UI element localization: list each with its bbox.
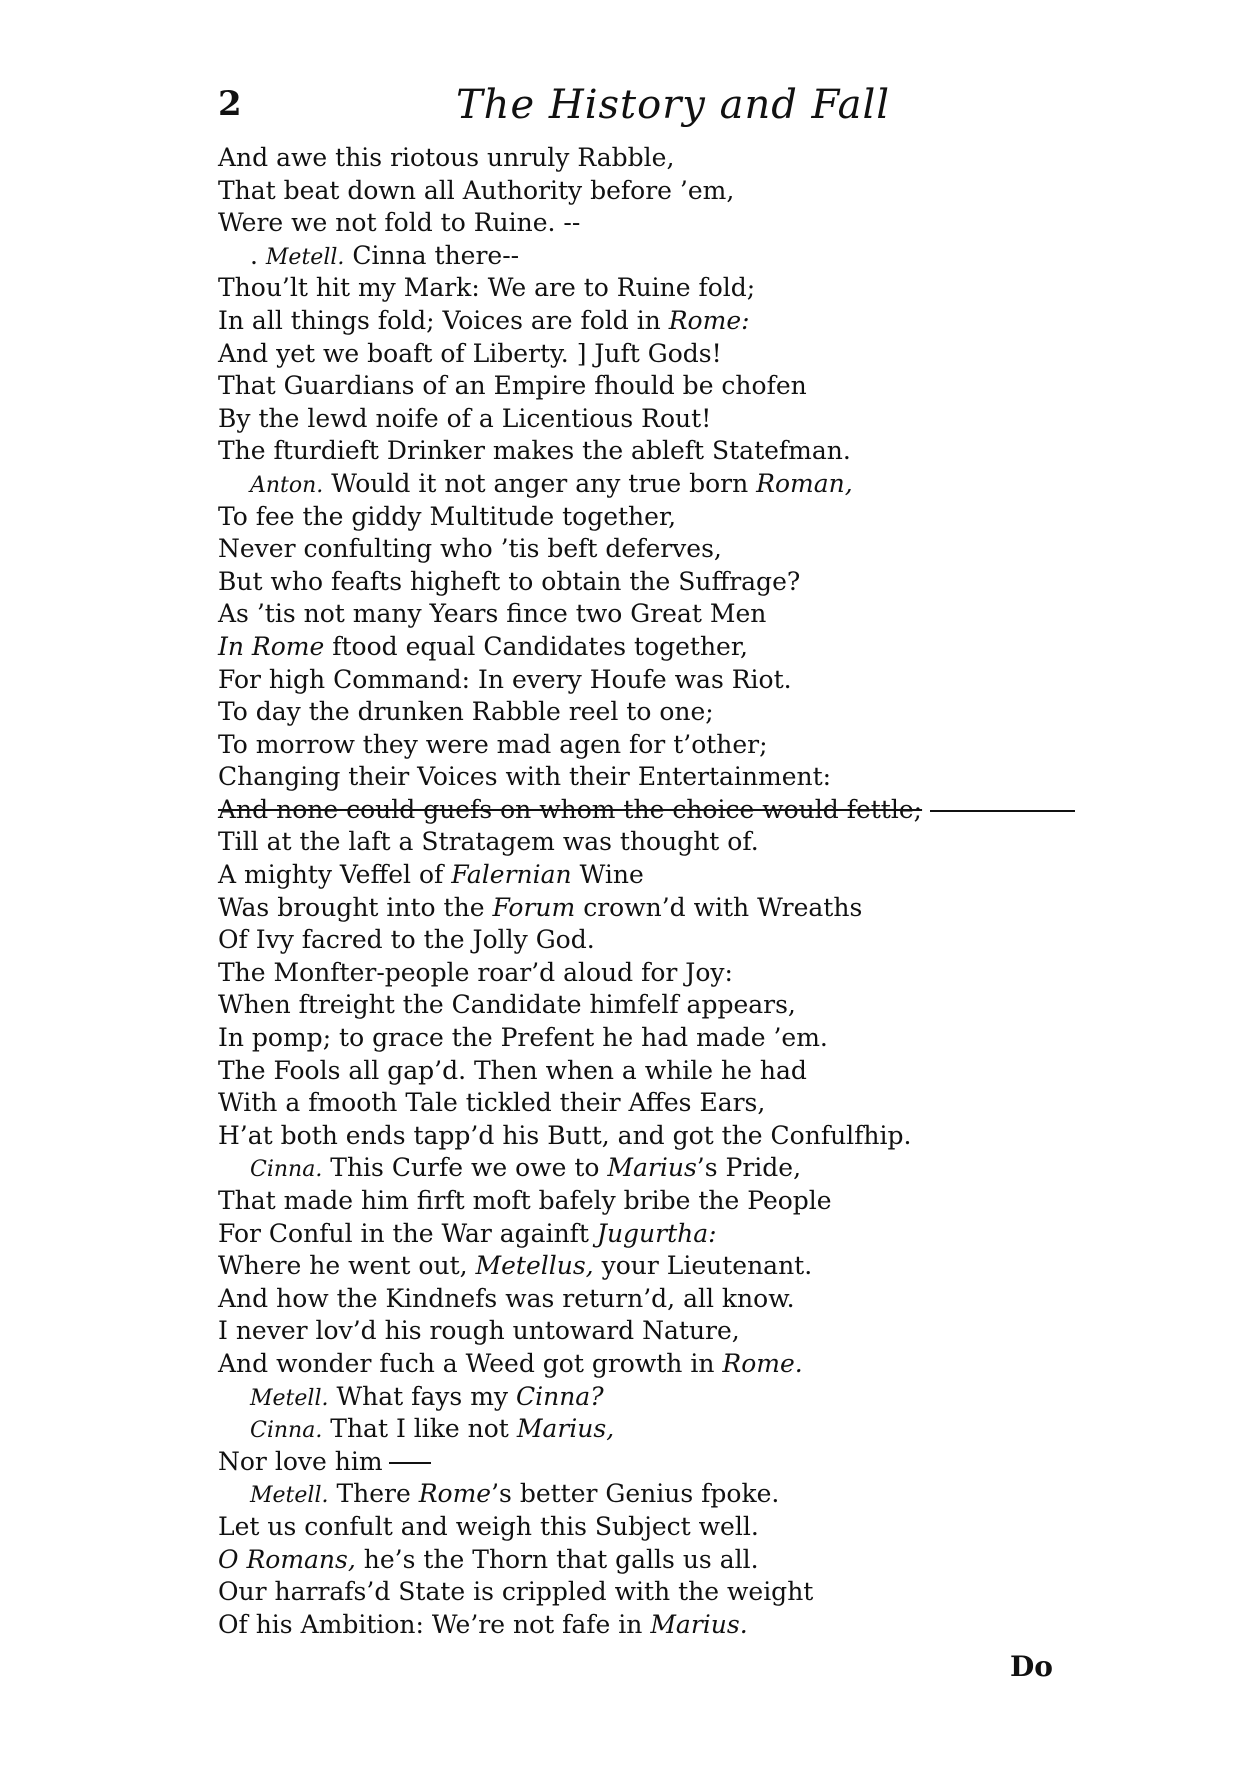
line-text: Thou’lt hit my Mark: We are to Ruine fold; (218, 273, 756, 303)
line-text: The Monfter-people roar’d aloud for Joy: (218, 957, 733, 987)
verse-line (218, 403, 1078, 436)
line-text: Were we not fold to Ruine. -- (218, 208, 581, 238)
line-text: That Guardians of an Empire fhould be chofen (218, 371, 807, 401)
verse-line (218, 598, 1078, 631)
verse-line (218, 1218, 1078, 1251)
line-text: And yet we boaft of Liberty. ] Juft Gods! (218, 338, 722, 368)
line-text: But who feafts higheft to obtain the Suffrage? (218, 566, 801, 596)
line-text: Till at the laft a Stratagem was thought of. (218, 827, 759, 857)
line-text: When ftreight the Candidate himfelf appears, (218, 990, 796, 1020)
line-text: In pomp; to grace the Prefent he had made ’em. (218, 1023, 828, 1053)
verse-line (218, 1087, 1078, 1120)
line-text: The fturdieft Drinker makes the ableft Statefman. (218, 436, 851, 466)
verse-line (218, 501, 1078, 534)
italic-text: Rome: (668, 305, 750, 335)
verse-line (218, 924, 1078, 957)
line-text: For high Command: In every Houfe was Riot. (218, 664, 792, 694)
verse-line (218, 664, 1078, 697)
line-text: For Conful in the War againft (218, 1218, 597, 1248)
line-text: The Fools all gap’d. Then when a while he had (218, 1055, 807, 1085)
page-number: 2 (218, 84, 242, 124)
line-text: H’at both ends tapp’d his Butt, and got the Confulfhip. (218, 1120, 912, 1150)
line-text: By the lewd noife of a Licentious Rout! (218, 403, 712, 433)
line-text: I never lov’d his rough untoward Nature, (218, 1316, 740, 1346)
verse-line (218, 1022, 1078, 1055)
speaker-name: Cinna. (250, 1157, 323, 1183)
line-text: Our harrafs’d State is crippled with the weight (218, 1577, 814, 1607)
verse-line (218, 305, 1078, 338)
italic-text: Marius (607, 1153, 697, 1183)
verse-line (218, 729, 1078, 762)
line-text: To fee the giddy Multitude together, (218, 501, 677, 531)
speaker-name: Metell. (250, 1483, 329, 1509)
line-text: Of his Ambition: We’re not fafe in (218, 1609, 651, 1639)
verse-line (218, 1250, 1078, 1283)
verse-line (218, 468, 1078, 501)
line-text: And how the Kindnefs was return’d, all know. (218, 1283, 795, 1313)
line-text: And wonder fuch a Weed got growth in (218, 1348, 723, 1378)
line-text: ftood equal Candidates together, (324, 631, 749, 661)
verse-line (218, 1348, 1078, 1381)
verse-line (218, 240, 1078, 273)
line-text: In all things fold; Voices are fold in (218, 305, 669, 335)
line-text: Wine (571, 860, 644, 890)
line-text: he’s the Thorn that galls us all. (355, 1544, 759, 1574)
line-text: What fays my (336, 1381, 516, 1411)
italic-text: Cinna? (515, 1381, 604, 1411)
verse-line (218, 1185, 1078, 1218)
line-text: And awe this riotous unruly Rabble, (218, 143, 675, 172)
em-dash-rule (389, 1462, 431, 1464)
verse-line (218, 1478, 1078, 1511)
running-title: The History and Fall (456, 82, 891, 128)
verse-line (218, 957, 1078, 990)
line-text: your Lieutenant. (593, 1251, 813, 1281)
struck-text: And none could guefs on whom the choice would fettle; (218, 794, 923, 824)
verse-line (218, 631, 1078, 664)
italic-text: In Rome (218, 631, 325, 661)
speaker-name: Metell. (250, 1385, 329, 1411)
verse-line (218, 1446, 1078, 1479)
verse-line (218, 1544, 1078, 1577)
verse-line (218, 696, 1078, 729)
verse-line (218, 142, 1078, 175)
verse-line (218, 761, 1078, 794)
verse-line (218, 794, 1078, 827)
line-text: That I like not (330, 1414, 517, 1444)
line-text: Cinna there-- (352, 240, 520, 270)
line-text: Where he went out, (218, 1251, 476, 1281)
verse-line (218, 1609, 1078, 1642)
italic-text: Jugurtha: (596, 1218, 717, 1248)
verse-line (218, 566, 1078, 599)
verse-line (218, 435, 1078, 468)
line-mark: . (250, 240, 266, 270)
italic-text: Rome. (722, 1348, 803, 1378)
line-text: With a fmooth Tale tickled their Affes Ears, (218, 1088, 766, 1118)
line-text: Changing their Voices with their Entertainment: (218, 762, 832, 792)
speaker-name: Cinna. (250, 1418, 323, 1444)
italic-text: O Romans, (218, 1544, 356, 1574)
verse-line (218, 1413, 1078, 1446)
page-header (218, 82, 938, 132)
italic-text: Roman, (756, 468, 853, 498)
line-text: crown’d with Wreaths (575, 892, 863, 922)
verse-line (218, 1283, 1078, 1316)
verse-line (218, 1576, 1078, 1609)
verse-line (218, 370, 1078, 403)
line-text: That beat down all Authority before ’em, (218, 175, 735, 205)
verse-line (218, 175, 1078, 208)
line-text: That made him firft moft bafely bribe the People (218, 1186, 832, 1215)
strike-rule (930, 810, 1075, 812)
line-text: Would it not anger any true born (331, 468, 757, 498)
italic-text: Forum (492, 892, 576, 922)
italic-text: Rome (418, 1479, 492, 1509)
verse-line (218, 1511, 1078, 1544)
line-text: There (336, 1479, 419, 1509)
verse-line (218, 338, 1078, 371)
verse-line (218, 989, 1078, 1022)
verse-body (218, 142, 1078, 1641)
line-text: To day the drunken Rabble reel to one; (218, 697, 714, 727)
catchword: Do (1010, 1650, 1053, 1683)
verse-line (218, 1120, 1078, 1153)
verse-line (218, 826, 1078, 859)
line-text: As ’tis not many Years fince two Great Men (218, 599, 767, 629)
speaker-name: Metell. (265, 244, 345, 270)
line-text: Let us confult and weigh this Subject well. (218, 1511, 759, 1541)
line-text: ’s better Genius fpoke. (491, 1479, 780, 1509)
line-text: A mighty Veffel of (218, 860, 452, 890)
line-text: To morrow they were mad agen for t’other; (218, 729, 768, 759)
speaker-name: Anton. (250, 472, 324, 498)
line-text: ’s Pride, (696, 1153, 802, 1183)
italic-text: Metellus, (475, 1251, 594, 1281)
verse-line (218, 1381, 1078, 1414)
verse-line (218, 533, 1078, 566)
line-text: Never confulting who ’tis beft deferves, (218, 534, 722, 564)
line-text: Was brought into the (218, 892, 493, 922)
verse-line (218, 1152, 1078, 1185)
verse-line (218, 1055, 1078, 1088)
verse-line (218, 272, 1078, 305)
verse-line (218, 207, 1078, 240)
line-text: Of Ivy facred to the Jolly God. (218, 925, 595, 955)
verse-line (218, 892, 1078, 925)
italic-text: Marius. (650, 1609, 748, 1639)
verse-line (218, 1315, 1078, 1348)
italic-text: Falernian (451, 860, 572, 890)
italic-text: Marius, (516, 1414, 615, 1444)
line-text: Nor love him (218, 1446, 383, 1476)
line-text: This Curfe we owe to (330, 1153, 608, 1183)
verse-line (218, 859, 1078, 892)
